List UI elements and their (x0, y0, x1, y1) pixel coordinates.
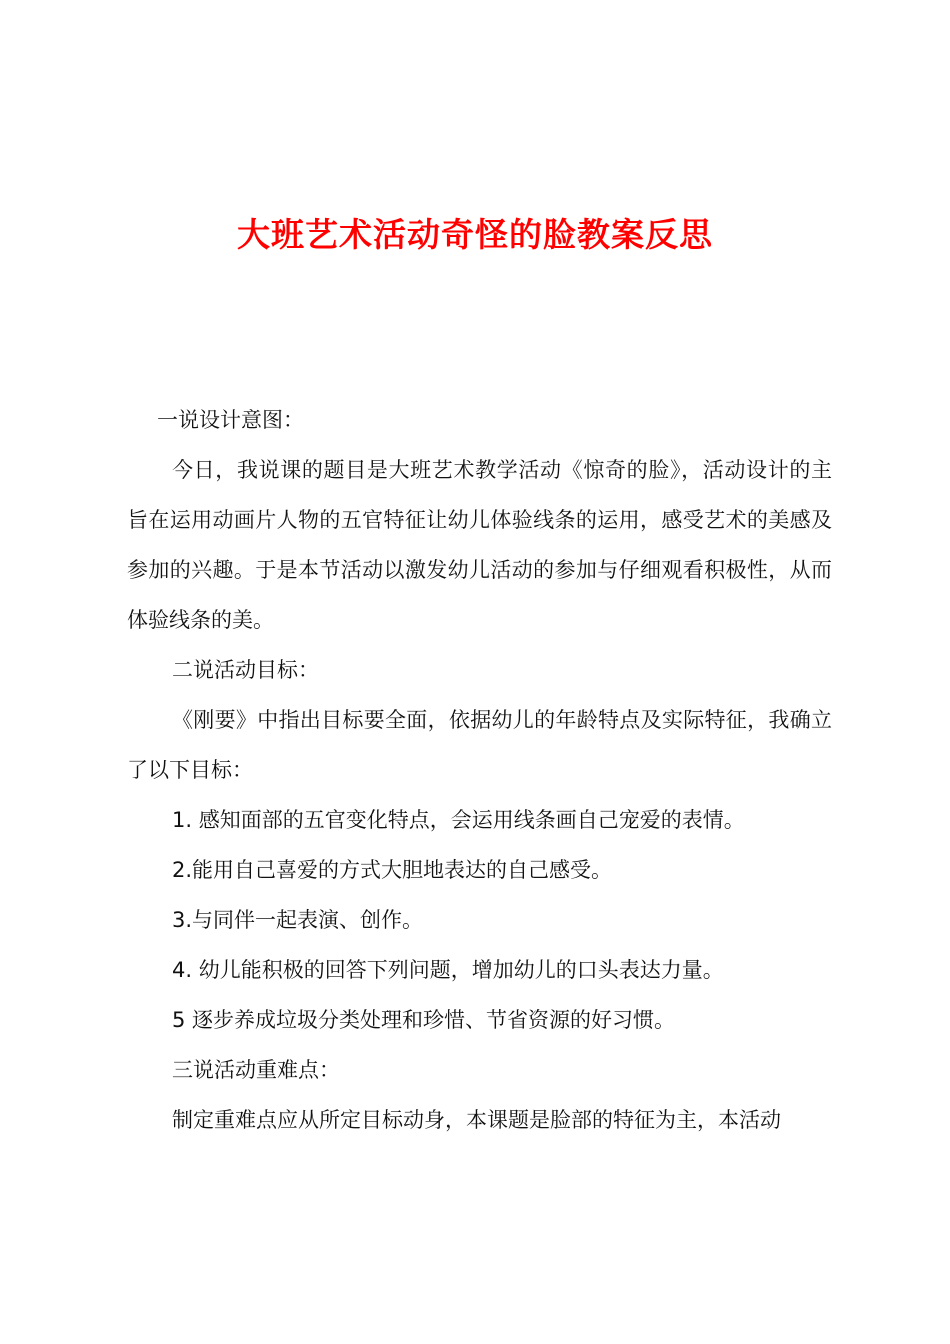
goal-item-2: 2.能用自己喜爱的方式大胆地表达的自己感受。 (172, 858, 613, 882)
goal-item-1: 1. 感知面部的五官变化特点，会运用线条画自己宠爱的表情。 (172, 808, 745, 832)
paragraph-goals-intro: 《刚要》中指出目标要全面，依据幼儿的年龄特点及实际特征，我确立了以下目标： (127, 708, 832, 782)
paragraph-key-points: 制定重难点应从所定目标动身，本课题是脸部的特征为主，本活动 (172, 1108, 781, 1132)
section-heading-goals: 二说活动目标： (172, 658, 319, 682)
goal-item-5: 5 逐步养成垃圾分类处理和珍惜、节省资源的好习惯。 (172, 1008, 676, 1032)
section-heading-design-intent: 一说设计意图： (157, 408, 304, 432)
goal-item-3: 3.与同伴一起表演、创作。 (172, 908, 424, 932)
paragraph-intro: 今日，我说课的题目是大班艺术教学活动《惊奇的脸》，活动设计的主旨在运用动画片人物的五官特征让幼儿体验线条的运用，感受艺术的美感及参加的兴趣。于是本节活动以激发幼儿活动的参加与仔细观看积极性，从而体验线条的美。 (127, 458, 832, 632)
document-body (127, 395, 832, 1145)
section-heading-key-points: 三说活动重难点： (172, 1058, 340, 1082)
goal-item-4: 4. 幼儿能积极的回答下列问题，增加幼儿的口头表达力量。 (172, 958, 724, 982)
document-title: 大班艺术活动奇怪的脸教案反思 (237, 215, 713, 254)
